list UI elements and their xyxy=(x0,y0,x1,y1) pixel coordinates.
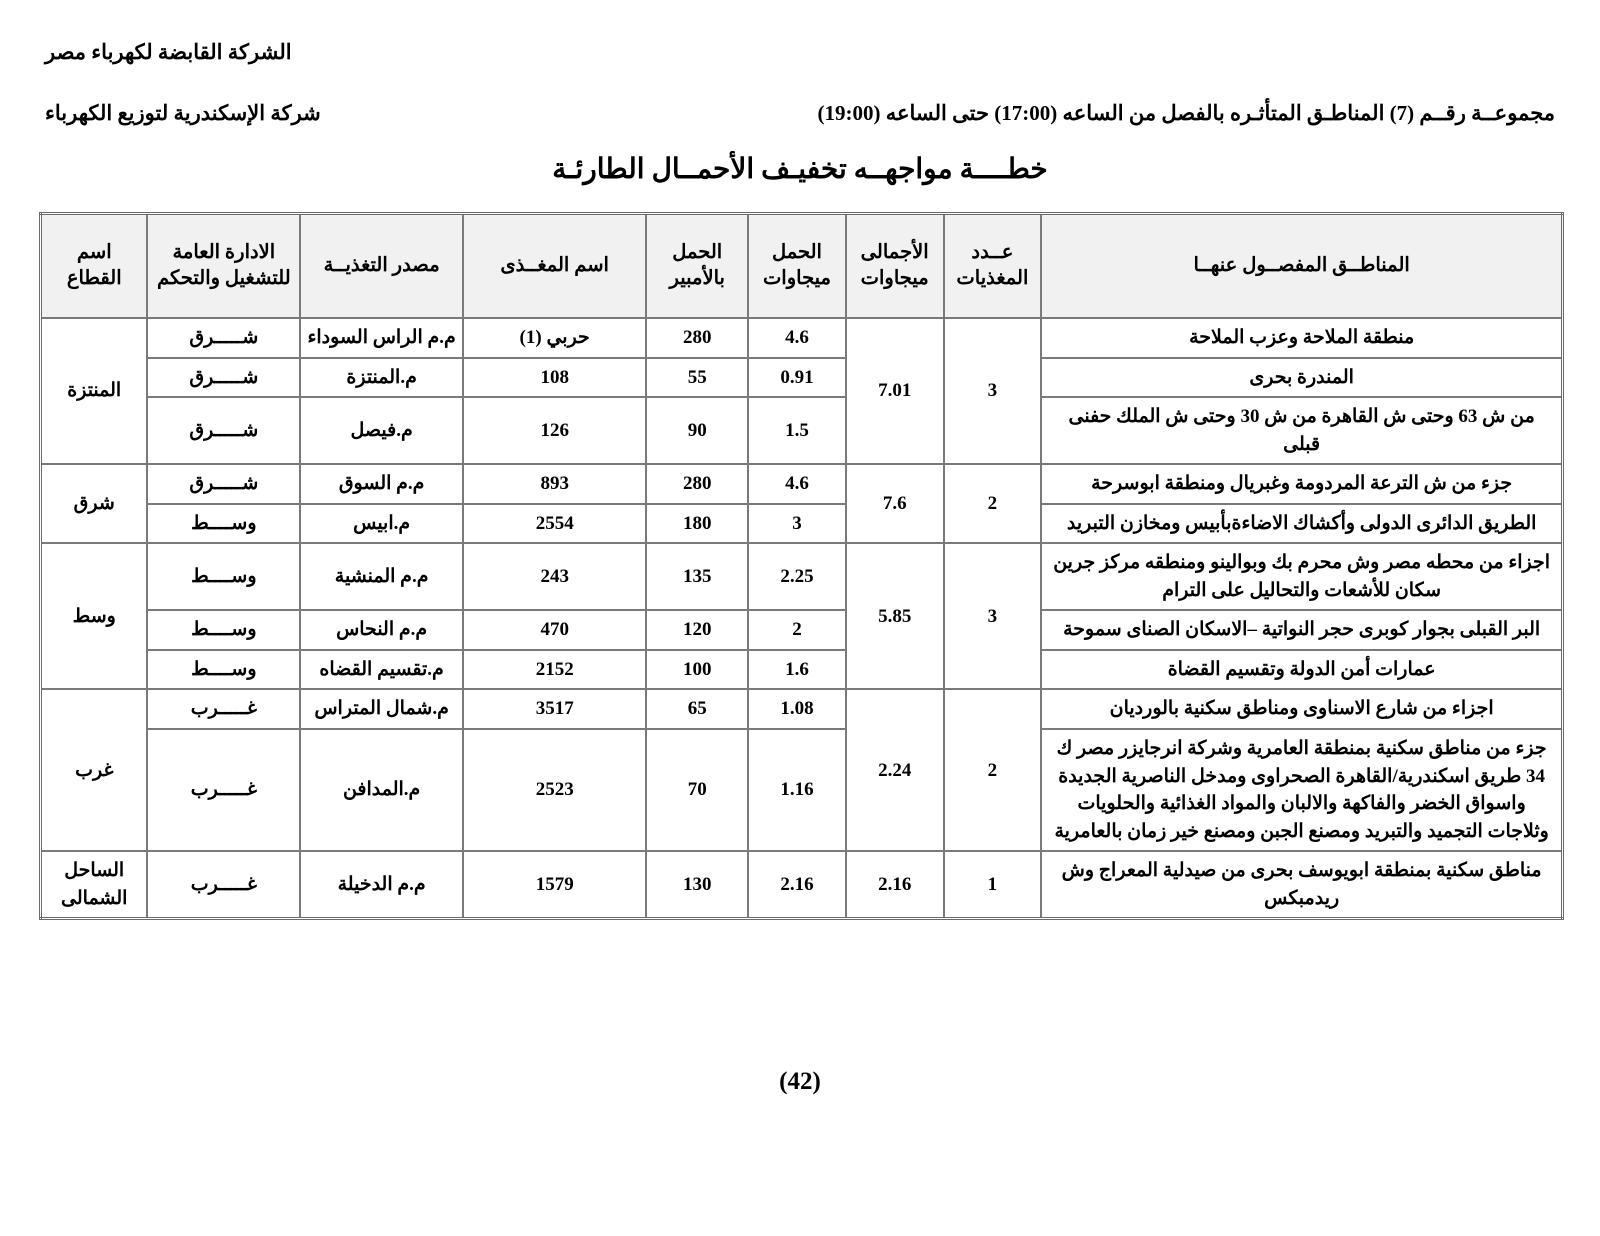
cell-feeder-count: 3 xyxy=(944,318,1042,464)
cell-load-mw: 4.6 xyxy=(748,464,846,504)
cell-areas: اجزاء من شارع الاسناوى ومناطق سكنية بالورديان xyxy=(1041,689,1562,729)
cell-admin: شـــــرق xyxy=(147,464,300,504)
cell-supply-source: م.م الراس السوداء xyxy=(300,318,463,358)
col-header-total-mw-bottom: ميجاوات xyxy=(860,268,929,289)
table-header xyxy=(41,214,1563,319)
cell-supply-source: م.تقسيم القضاه xyxy=(300,650,463,690)
cell-load-mw: 2.16 xyxy=(748,851,846,919)
cell-areas: الطريق الدائرى الدولى وأكشاك الاضاءةبأبيس ومخازن التبريد xyxy=(1041,504,1562,544)
cell-sector: وسط xyxy=(41,543,148,689)
cell-feeder-name: 126 xyxy=(463,397,646,464)
cell-areas: مناطق سكنية بمنطقة ابويوسف بحرى من صيدلية المعراج وش ريدمبكس xyxy=(1041,851,1562,919)
cell-load-amp: 180 xyxy=(646,504,748,544)
table-row xyxy=(41,851,1563,919)
col-header-load-mw-top: الحمل xyxy=(771,241,822,263)
cell-areas: اجزاء من محطه مصر وش محرم بك وبوالينو ومنطقه مركز جرين سكان للأشعات والتحاليل على الترام xyxy=(1041,543,1562,610)
table-header-row xyxy=(41,214,1563,319)
col-header-admin-top: الادارة العامة xyxy=(172,241,276,263)
cell-total-mw: 5.85 xyxy=(846,543,944,689)
cell-supply-source: م.شمال المتراس xyxy=(300,689,463,729)
col-header-sector-label: اسم القطاع xyxy=(66,241,122,289)
col-header-feeder-count-bottom: المغذيات xyxy=(956,268,1029,289)
cell-supply-source: م.المنتزة xyxy=(300,358,463,398)
col-header-admin-bottom: للتشغيل والتحكم xyxy=(157,268,291,289)
cell-admin: غـــــرب xyxy=(147,851,300,919)
col-header-load-amp xyxy=(646,214,748,319)
cell-feeder-count: 3 xyxy=(944,543,1042,689)
cell-supply-source: م.م النحاس xyxy=(300,610,463,650)
cell-load-mw: 2.25 xyxy=(748,543,846,610)
cell-areas: جزء من مناطق سكنية بمنطقة العامرية وشركة انرجايزر مصر ك 34 طريق اسكندرية/القاهرة الصحراوى ومدخل الناصرية الجديدة واسواق الخضر والفاكهة والالبان والمواد الغذائية والحلويات وثلاجات التجميد والتبريد ومصنع الجبن ومصنع خير زمان بالعامرية xyxy=(1041,729,1562,851)
cell-feeder-name: 3517 xyxy=(463,689,646,729)
cell-load-mw: 1.6 xyxy=(748,650,846,690)
cell-load-mw: 3 xyxy=(748,504,846,544)
cell-sector: غرب xyxy=(41,689,148,851)
cell-areas: جزء من ش الترعة المردومة وغبريال ومنطقة ابوسرحة xyxy=(1041,464,1562,504)
table-row xyxy=(41,729,1563,851)
cell-load-amp: 90 xyxy=(646,397,748,464)
cell-load-amp: 55 xyxy=(646,358,748,398)
cell-feeder-name: 893 xyxy=(463,464,646,504)
cell-areas: عمارات أمن الدولة وتقسيم القضاة xyxy=(1041,650,1562,690)
header-row-top xyxy=(45,40,1555,65)
cell-feeder-name: 470 xyxy=(463,610,646,650)
col-header-feeder-name xyxy=(463,214,646,319)
col-header-supply-source-label: مصدر التغذيــة xyxy=(323,254,440,276)
cell-supply-source: م.فيصل xyxy=(300,397,463,464)
cell-feeder-count: 2 xyxy=(944,464,1042,543)
cell-feeder-name: 2523 xyxy=(463,729,646,851)
cell-supply-source: م.ابيس xyxy=(300,504,463,544)
cell-feeder-count: 2 xyxy=(944,689,1042,851)
col-header-load-amp-top: الحمل xyxy=(672,241,723,263)
table-row xyxy=(41,610,1563,650)
cell-admin: وســــط xyxy=(147,543,300,610)
cell-load-mw: 1.08 xyxy=(748,689,846,729)
cell-feeder-name: 243 xyxy=(463,543,646,610)
col-header-feeder-name-label: اسم المغــذى xyxy=(500,254,609,276)
col-header-supply-source xyxy=(300,214,463,319)
cell-total-mw: 7.6 xyxy=(846,464,944,543)
col-header-total-mw xyxy=(846,214,944,319)
header-row-second xyxy=(45,101,1555,126)
cell-load-mw: 0.91 xyxy=(748,358,846,398)
cell-feeder-name: 2554 xyxy=(463,504,646,544)
cell-admin: وســــط xyxy=(147,610,300,650)
cell-sector: المنتزة xyxy=(41,318,148,464)
cell-admin: غـــــرب xyxy=(147,689,300,729)
col-header-load-mw xyxy=(748,214,846,319)
cell-admin: شـــــرق xyxy=(147,318,300,358)
cell-load-amp: 120 xyxy=(646,610,748,650)
cell-supply-source: م.م المنشية xyxy=(300,543,463,610)
cell-total-mw: 7.01 xyxy=(846,318,944,464)
col-header-areas-label: المناطــق المفصــول عنهــا xyxy=(1193,254,1410,276)
col-header-feeder-count-top: عــدد xyxy=(971,241,1014,263)
cell-admin: شـــــرق xyxy=(147,358,300,398)
table-row xyxy=(41,689,1563,729)
cell-load-mw: 1.5 xyxy=(748,397,846,464)
col-header-load-mw-bottom: ميجاوات xyxy=(762,268,831,289)
holding-company-name: الشركة القابضة لكهرباء مصر xyxy=(45,40,292,64)
cell-feeder-name: حربي (1) xyxy=(463,318,646,358)
cell-load-amp: 100 xyxy=(646,650,748,690)
table-row xyxy=(41,543,1563,610)
page-number: (42) xyxy=(779,1068,821,1095)
table-container xyxy=(0,212,1600,920)
cell-load-mw: 1.16 xyxy=(748,729,846,851)
cell-load-amp: 135 xyxy=(646,543,748,610)
cell-supply-source: م.م السوق xyxy=(300,464,463,504)
cell-admin: غـــــرب xyxy=(147,729,300,851)
cell-load-mw: 2 xyxy=(748,610,846,650)
col-header-admin xyxy=(147,214,300,319)
cell-feeder-name: 1579 xyxy=(463,851,646,919)
cell-load-amp: 130 xyxy=(646,851,748,919)
document-header xyxy=(0,0,1600,186)
cell-admin: وســــط xyxy=(147,650,300,690)
table-body xyxy=(41,318,1563,919)
cell-load-amp: 65 xyxy=(646,689,748,729)
cell-admin: شـــــرق xyxy=(147,397,300,464)
cell-load-amp: 70 xyxy=(646,729,748,851)
table-row xyxy=(41,318,1563,358)
cell-total-mw: 2.24 xyxy=(846,689,944,851)
cell-areas: البر القبلى بجوار كوبرى حجر النواتية –الاسكان الصناى سموحة xyxy=(1041,610,1562,650)
distribution-company-name: شركة الإسكندرية لتوزيع الكهرباء xyxy=(45,101,321,125)
cell-sector: شرق xyxy=(41,464,148,543)
page-title: خطــــة مواجهــه تخفيـف الأحمــال الطارئـة xyxy=(552,154,1048,185)
col-header-sector xyxy=(41,214,148,319)
cell-load-mw: 4.6 xyxy=(748,318,846,358)
cell-supply-source: م.المدافن xyxy=(300,729,463,851)
table-row xyxy=(41,650,1563,690)
table-row xyxy=(41,464,1563,504)
cell-total-mw: 2.16 xyxy=(846,851,944,919)
cell-feeder-name: 2152 xyxy=(463,650,646,690)
col-header-total-mw-top: الأجمالى xyxy=(860,241,929,263)
cell-feeder-name: 108 xyxy=(463,358,646,398)
load-shedding-table xyxy=(39,212,1564,920)
table-row xyxy=(41,358,1563,398)
table-row xyxy=(41,504,1563,544)
col-header-load-amp-bottom: بالأمبير xyxy=(669,268,725,289)
col-header-feeder-count xyxy=(944,214,1042,319)
col-header-areas xyxy=(1041,214,1562,319)
group-schedule-line: مجموعــة رقــم (7) المناطـق المتأثـره بالفصل من الساعه (17:00) حتى الساعه (19:00) xyxy=(817,101,1555,125)
table-row xyxy=(41,397,1563,464)
cell-areas: المندرة بحرى xyxy=(1041,358,1562,398)
cell-sector: الساحل الشمالى xyxy=(41,851,148,919)
cell-areas: منطقة الملاحة وعزب الملاحة xyxy=(1041,318,1562,358)
cell-feeder-count: 1 xyxy=(944,851,1042,919)
cell-admin: وســــط xyxy=(147,504,300,544)
cell-load-amp: 280 xyxy=(646,318,748,358)
cell-load-amp: 280 xyxy=(646,464,748,504)
cell-areas: من ش 63 وحتى ش القاهرة من ش 30 وحتى ش الملك حفنى قبلى xyxy=(1041,397,1562,464)
cell-supply-source: م.م الدخيلة xyxy=(300,851,463,919)
